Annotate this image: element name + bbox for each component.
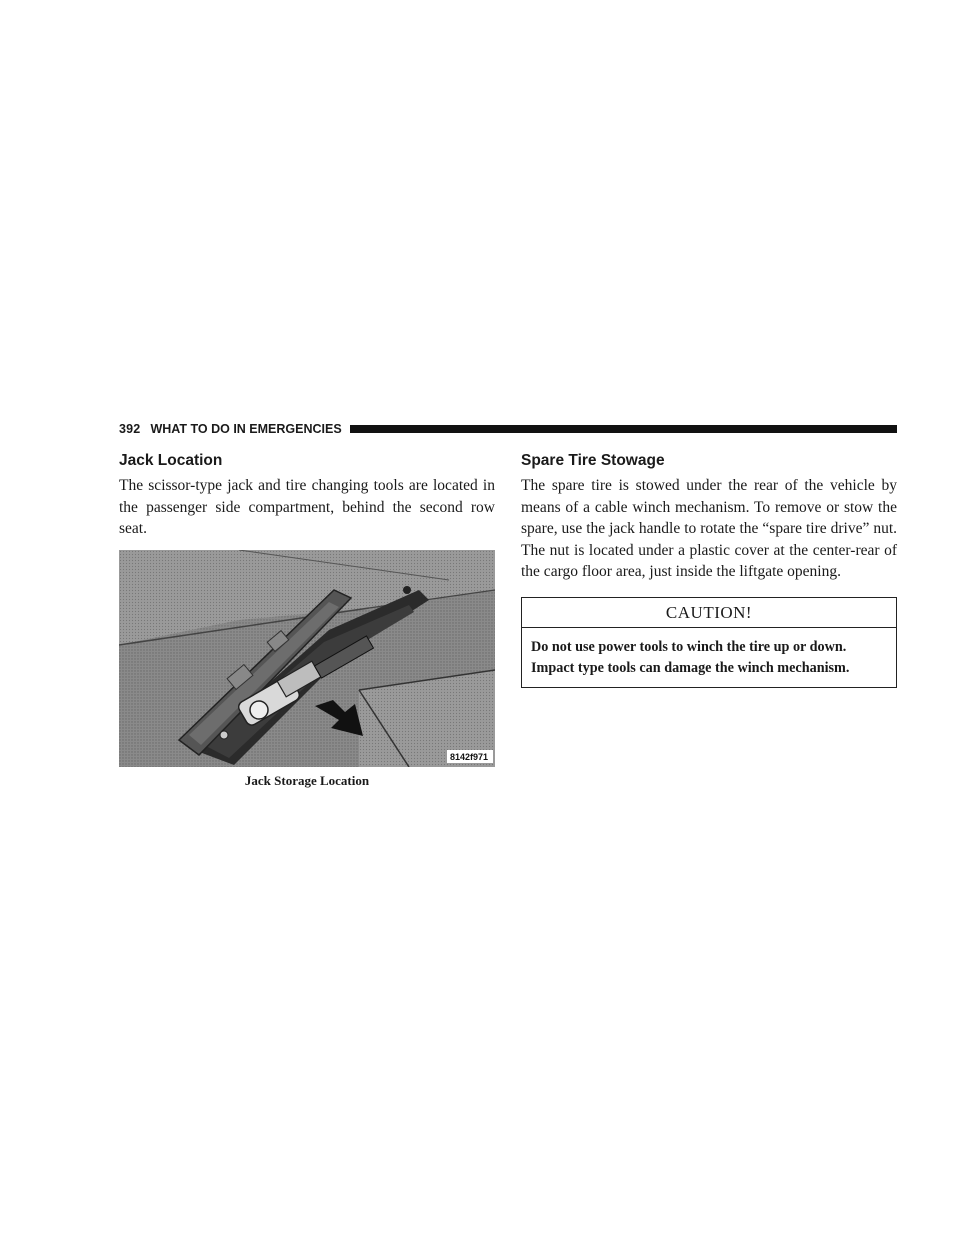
jack-storage-illustration: [119, 550, 495, 767]
caution-box: [521, 597, 897, 688]
left-column: [119, 451, 495, 789]
caution-title: CAUTION!: [522, 598, 896, 628]
figure-caption: Jack Storage Location: [244, 772, 370, 788]
caution-text: Do not use power tools to winch the tire up or down. Impact type tools can damage the winch mechanism.: [531, 638, 850, 676]
spare-tire-stowage-text: The spare tire is stowed under the rear of the vehicle by means of a cable winch mechanism. To remove or stow the spare, use the jack handle to rotate the “spare tire drive” nut. The nut is located under a plastic cover at the center-rear of the cargo floor area, just inside the liftgate opening.: [521, 477, 897, 580]
running-header: [119, 421, 897, 437]
section-title: WHAT TO DO IN EMERGENCIES: [150, 422, 342, 436]
jack-storage-figure: [119, 550, 495, 789]
jack-location-heading: Jack Location: [119, 452, 223, 469]
figure-code: 8142f971: [450, 751, 489, 762]
page-number: 392: [119, 422, 141, 436]
right-column: [521, 451, 897, 688]
header-rule: [350, 425, 897, 433]
jack-location-text: The scissor-type jack and tire changing tools are located in the passenger side compartment, behind the second row seat.: [119, 477, 495, 537]
spare-tire-stowage-heading: Spare Tire Stowage: [521, 452, 665, 469]
